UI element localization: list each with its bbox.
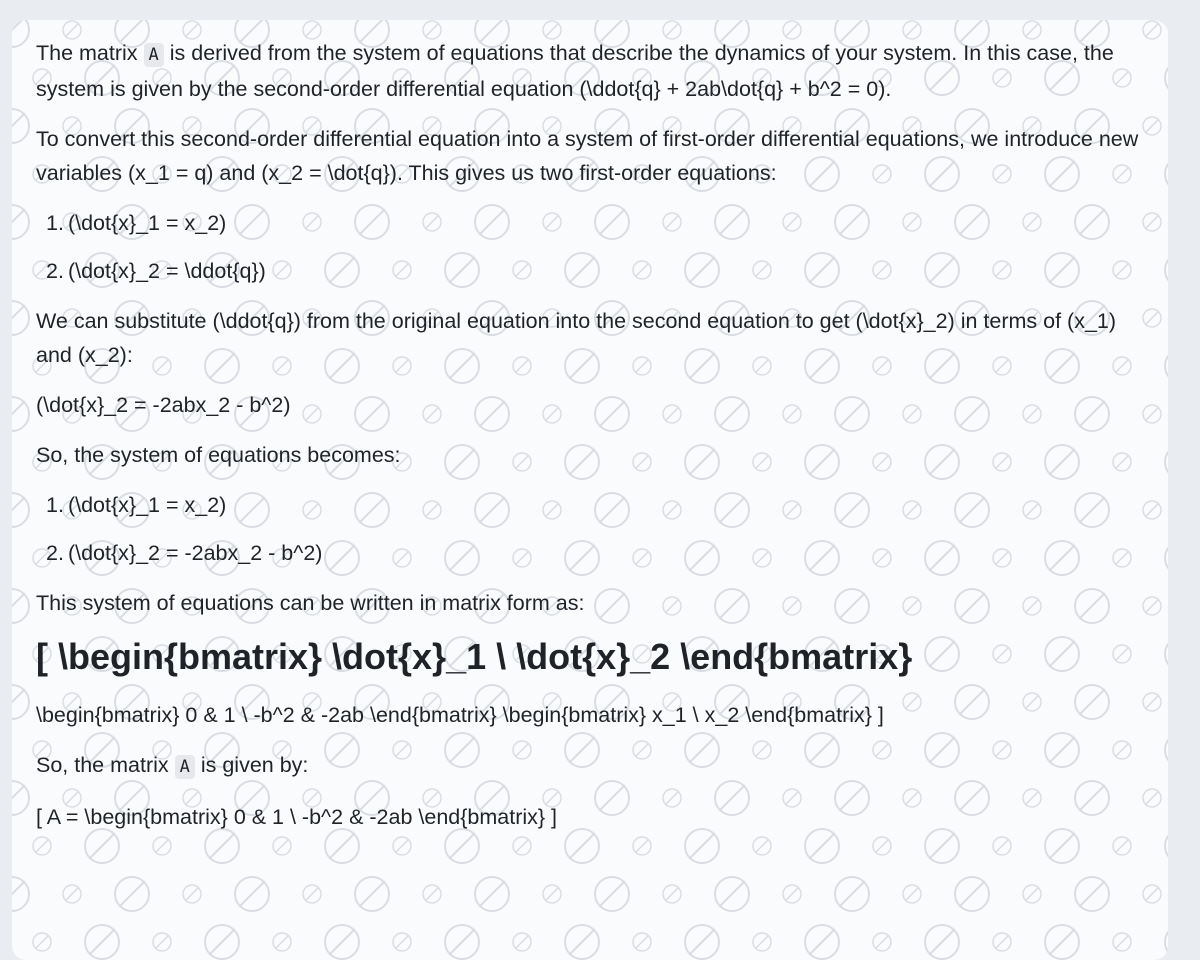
- watermark-glyph: [153, 933, 171, 951]
- watermark-glyph: [1045, 925, 1079, 959]
- watermark-glyph: [1045, 829, 1079, 863]
- watermark-glyph: [1165, 829, 1168, 863]
- watermark-glyph: [543, 885, 561, 903]
- watermark-glyph: [513, 933, 531, 951]
- list-item: 2. (\dot{x}_2 = -2abx_2 - b^2): [46, 541, 323, 565]
- watermark-glyph: [873, 933, 891, 951]
- message-content: [12, 20, 1168, 834]
- watermark-glyph: [393, 837, 411, 855]
- list-item: 2. (\dot{x}_2 = \ddot{q}): [46, 259, 266, 283]
- chat-message-card: [12, 20, 1168, 960]
- watermark-glyph: [1023, 885, 1041, 903]
- watermark-glyph: [955, 877, 989, 911]
- watermark-glyph: [873, 837, 891, 855]
- watermark-glyph: [325, 925, 359, 959]
- matrix-heading: [ \begin{bmatrix} \dot{x}_1 \ \dot{x}_2 \end{bmatrix}: [36, 636, 913, 677]
- watermark-glyph: [1143, 885, 1161, 903]
- watermark-glyph: [685, 829, 719, 863]
- watermark-glyph: [153, 837, 171, 855]
- watermark-glyph: [235, 877, 269, 911]
- watermark-glyph: [325, 829, 359, 863]
- watermark-glyph: [753, 933, 771, 951]
- watermark-glyph: [303, 885, 321, 903]
- watermark-glyph: [993, 933, 1011, 951]
- paragraph-matrix-a: So, the matrix A is given by:: [36, 753, 309, 777]
- list-item: 1. (\dot{x}_1 = x_2): [46, 493, 227, 517]
- watermark-glyph: [205, 829, 239, 863]
- first-order-equations-list: [36, 206, 1144, 288]
- watermark-glyph: [1113, 837, 1131, 855]
- paragraph-conversion: To convert this second-order differential equation into a system of first-order differential equations, we introduce new variables (x_1 = q) and (x_2 = \dot{q}). This gives us two first-order equations:: [36, 127, 1139, 185]
- watermark-glyph: [663, 885, 681, 903]
- watermark-glyph: [805, 925, 839, 959]
- equation-x2-dot: (\dot{x}_2 = -2abx_2 - b^2): [36, 393, 291, 417]
- watermark-glyph: [993, 837, 1011, 855]
- paragraph-intro: The matrix A is derived from the system of equations that describe the dynamics of your system. In this case, the system is given by the second-order differential equation (\ddot{q} + 2ab\dot{q} + b^2 = 0).: [36, 41, 1114, 101]
- watermark-glyph: [85, 925, 119, 959]
- watermark-glyph: [445, 925, 479, 959]
- watermark-glyph: [513, 837, 531, 855]
- watermark-glyph: [423, 885, 441, 903]
- watermark-glyph: [12, 877, 29, 911]
- watermark-glyph: [33, 837, 51, 855]
- watermark-glyph: [753, 837, 771, 855]
- paragraph-substitute: We can substitute (\ddot{q}) from the original equation into the second equation to get (\dot{x}_2) in terms of (x_1) and (x_2):: [36, 309, 1117, 367]
- watermark-glyph: [633, 837, 651, 855]
- watermark-glyph: [475, 877, 509, 911]
- watermark-glyph: [783, 885, 801, 903]
- watermark-glyph: [1165, 925, 1168, 959]
- watermark-glyph: [85, 829, 119, 863]
- watermark-glyph: [445, 829, 479, 863]
- watermark-glyph: [1113, 933, 1131, 951]
- watermark-glyph: [715, 877, 749, 911]
- watermark-glyph: [355, 877, 389, 911]
- watermark-glyph: [903, 885, 921, 903]
- paragraph-system-becomes: So, the system of equations becomes:: [36, 443, 401, 467]
- matrix-a-equation: [ A = \begin{bmatrix} 0 & 1 \ -b^2 & -2ab \end{bmatrix} ]: [36, 805, 558, 829]
- inline-code-a: A: [175, 755, 195, 779]
- system-equations-list: [36, 488, 1144, 570]
- watermark-glyph: [835, 877, 869, 911]
- watermark-glyph: [273, 837, 291, 855]
- watermark-glyph: [1075, 877, 1109, 911]
- watermark-glyph: [273, 933, 291, 951]
- watermark-glyph: [33, 933, 51, 951]
- watermark-glyph: [565, 925, 599, 959]
- matrix-equation-line: \begin{bmatrix} 0 & 1 \ -b^2 & -2ab \end{bmatrix} \begin{bmatrix} x_1 \ x_2 \end{bmatrix} ]: [36, 703, 884, 727]
- watermark-glyph: [925, 925, 959, 959]
- paragraph-matrix-form: This system of equations can be written in matrix form as:: [36, 591, 585, 615]
- watermark-glyph: [595, 877, 629, 911]
- list-item: 1. (\dot{x}_1 = x_2): [46, 211, 227, 235]
- watermark-glyph: [63, 885, 81, 903]
- watermark-glyph: [925, 829, 959, 863]
- watermark-glyph: [115, 877, 149, 911]
- watermark-glyph: [565, 829, 599, 863]
- watermark-glyph: [685, 925, 719, 959]
- watermark-glyph: [183, 885, 201, 903]
- watermark-glyph: [393, 933, 411, 951]
- watermark-glyph: [205, 925, 239, 959]
- watermark-glyph: [633, 933, 651, 951]
- inline-code-a: A: [144, 43, 164, 67]
- watermark-glyph: [805, 829, 839, 863]
